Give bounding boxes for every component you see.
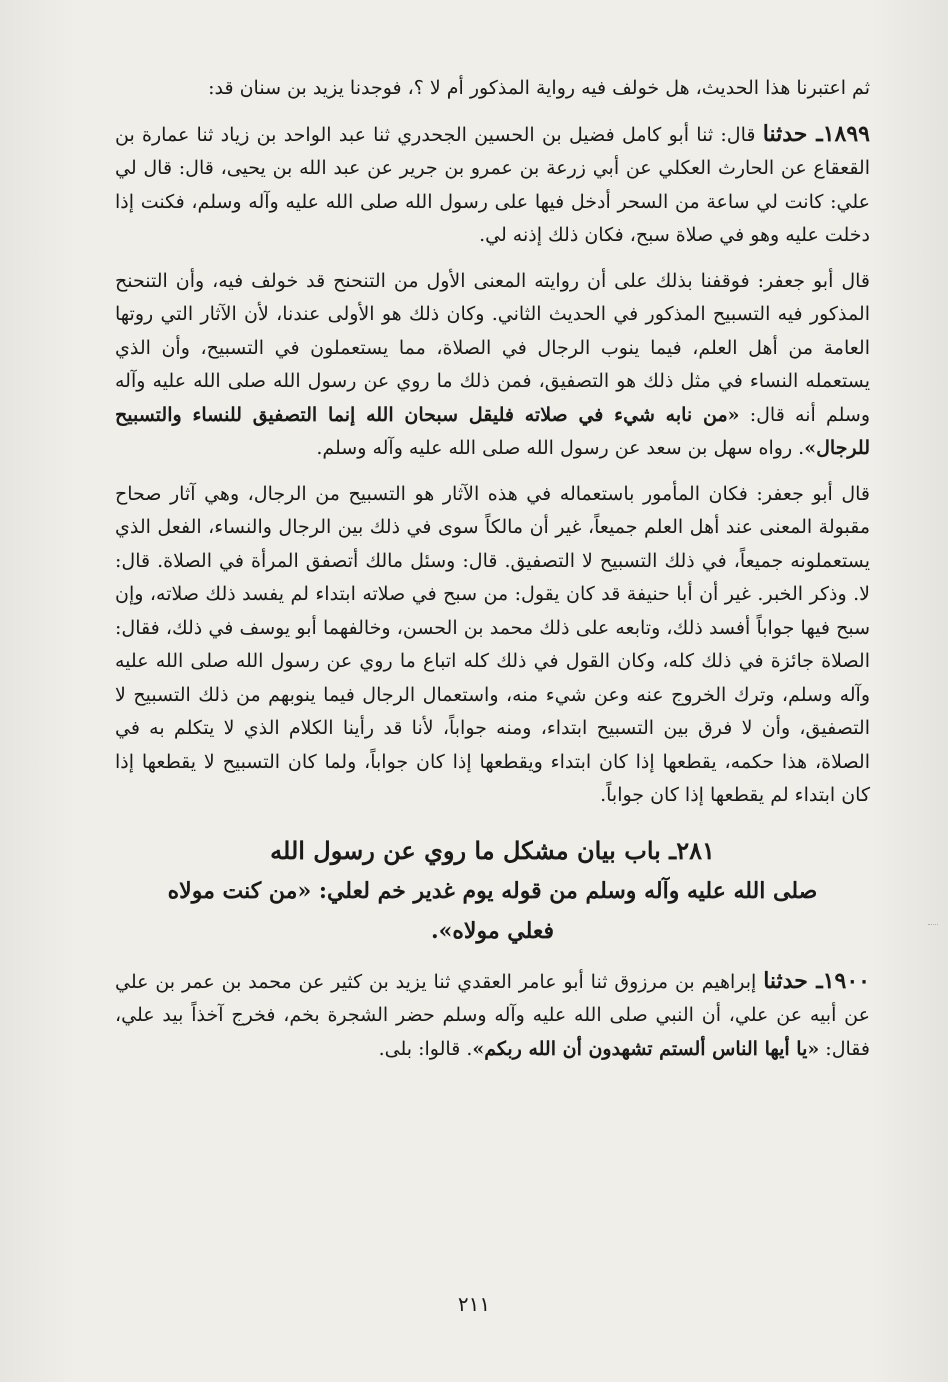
intro-paragraph	[115, 72, 870, 106]
commentary-text-2: قال أبو جعفر: فكان المأمور باستعماله في هذه الآثار هو التسبيح من الرجال، وهي آثار صحاح مقبولة المعنى عند أهل العلم جميعاً، غير أن مالكاً سوى في ذلك بين الرجال والنساء، الفعل الذي يستعملونه جميعاً، في ذلك التسبيح لا التصفيق. قال: وسئل مالك أتصفق المرأة في الصلاة. قال: لا. وذكر الخبر. غير أن أبا حنيفة قد كان يقول: من سبح في صلاته ابتداء لم يفسد ذلك صلاته، وإن سبح فيها جواباً أفسد ذلك، وتابعه على ذلك محمد بن الحسن، وخالفهما أبو يوسف في ذلك، فقال: الصلاة جائزة في ذلك كله، وكان القول في ذلك كله اتباع ما روي عن رسول الله صلى الله عليه وآله وسلم، وترك الخروج عنه وعن شيء منه، واستعمال الرجال فيما ينوبهم من ذلك التسبيح لا التصفيق، وأن لا فرق بين التسبيح ابتداء، ومنه جواباً، لأنا قد رأينا الكلام الذي لا يتكلم به في الصلاة، هذا حكمه، يقطعها إذا كان ابتداء ويقطعها إذا كان جواباً، ولما كان التسبيح لا يقطعها إذا كان ابتداء لم يقطعها إذا كان جواباً.	[115, 482, 870, 806]
text-body	[115, 72, 870, 1078]
commentary-paragraph-1	[115, 265, 870, 466]
chapter-title-line-1: ٢٨١ـ باب بيان مشكل ما روي عن رسول الله	[270, 835, 715, 865]
chapter-heading	[115, 831, 870, 951]
hadith-text-1900: إبراهيم بن مرزوق ثنا أبو عامر العقدي ثنا يزيد بن كثير عن محمد بن عمر بن علي عن أبيه عن علي، أن النبي صلى الله عليه وآله وسلم حضر الشجرة بخم، فخرج آخذاً بيد علي، فقال:	[115, 970, 870, 1060]
prophetic-quote-1: «من نابه شيء في صلاته فليقل سبحان الله إنما التصفيق للنساء والتسبيح للرجال»	[115, 403, 870, 459]
intro-text: ثم اعتبرنا هذا الحديث، هل خولف فيه رواية المذكور أم لا ؟، فوجدنا يزيد بن سنان قد:	[208, 77, 870, 99]
prophetic-quote-2: «يا أيها الناس ألستم تشهدون أن الله ربكم»	[472, 1037, 820, 1060]
hadith-text-1899: قال: ثنا أبو كامل فضيل بن الحسين الجحدري ثنا عبد الواحد بن زياد ثنا عمارة بن القعقاع عن الحارث العكلي عن أبي زرعة بن عمرو بن جرير عن عبد الله بن يحيى، قال: قال لي علي: كانت لي ساعة من السحر أدخل فيها على رسول الله صلى الله عليه وآله وسلم، فكنت إذا دخلت عليه وهو في صلاة سبح، فكان ذلك إذنه لي.	[115, 123, 870, 246]
chapter-title-line-3: فعلي مولاه».	[430, 917, 555, 944]
edge-mark	[928, 924, 938, 929]
commentary-tail-1: . رواه سهل بن سعد عن رسول الله صلى الله عليه وآله وسلم.	[316, 437, 805, 459]
hadith-1900	[115, 965, 870, 1067]
hadith-number-1900: ١٩٠٠ـ حدثنا	[763, 967, 870, 994]
hadith-number-1899: ١٨٩٩ـ حدثنا	[762, 120, 870, 147]
hadith-1899	[115, 118, 870, 253]
commentary-paragraph-2	[115, 478, 870, 813]
page-number: ٢١١	[457, 1292, 491, 1316]
hadith-tail-1900: . قالوا: بلى.	[378, 1037, 473, 1060]
chapter-title-line-2: صلى الله عليه وآله وسلم من قوله يوم غدير خم لعلي: «من كنت مولاه	[167, 877, 818, 904]
commentary-text-1: قال أبو جعفر: فوقفنا بذلك على أن روايته المعنى الأول من التنحنح قد خولف فيه، وأن التنحنح المذكور فيه التسبيح المذكور في الحديث الثاني. وكان ذلك هو الأولى عندنا، لأن الآثار التي روتها العامة من أهل العلم، فيما ينوب الرجال في الصلاة، مما يستعملون في التسبيح، وأن الذي يستعمله النساء في مثل ذلك هو التصفيق، فمن ذلك ما روي عن رسول الله صلى الله عليه وآله وسلم أنه قال:	[115, 269, 871, 426]
